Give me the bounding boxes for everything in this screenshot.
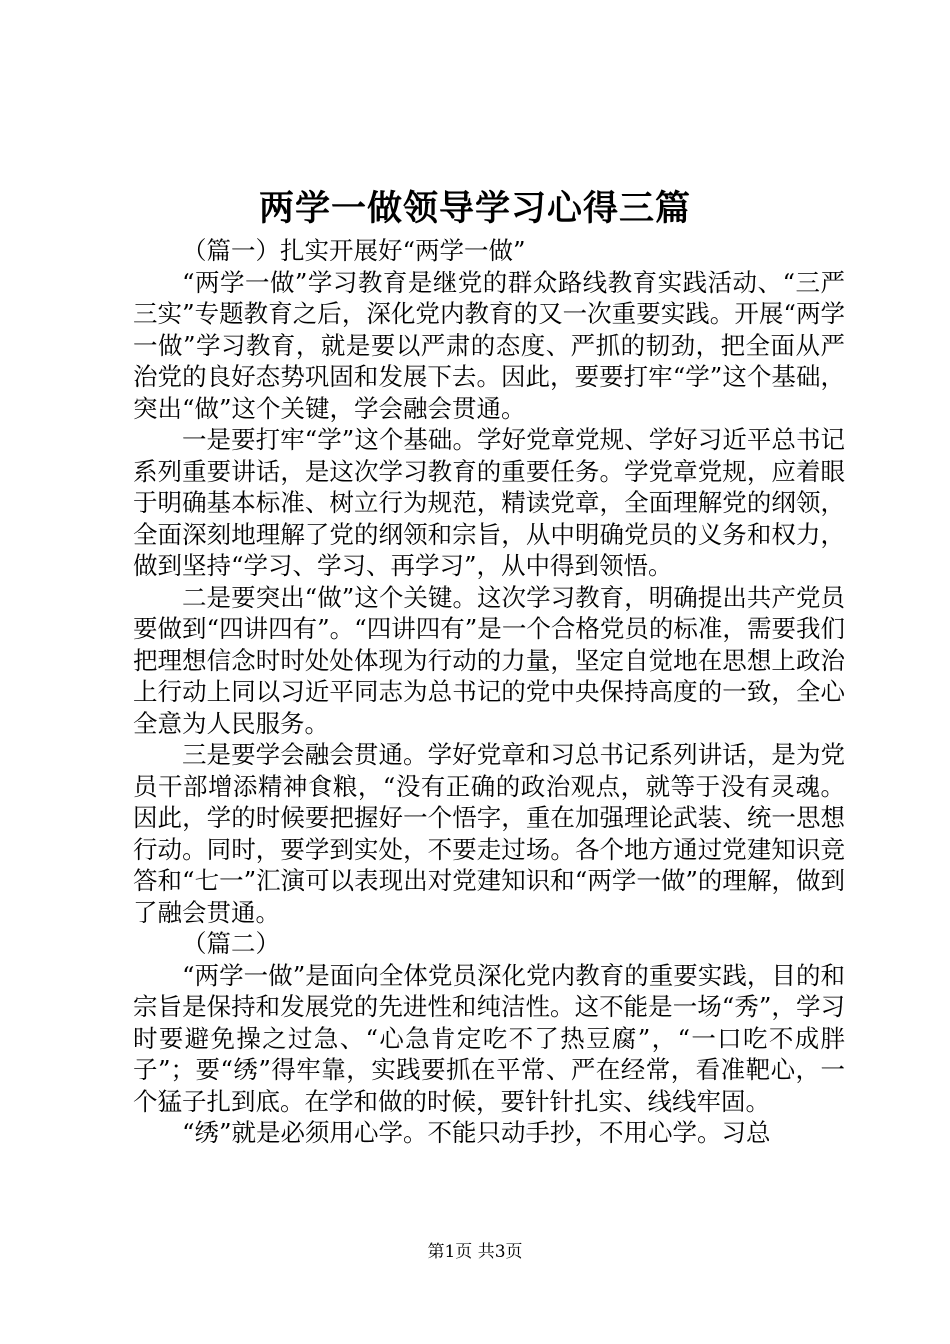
page-footer: 第1页 共3页 [427,1242,523,1262]
paragraph: “绣”就是必须用心学。不能只动手抄，不用心学。习总 [182,1118,771,1147]
section-heading-2: （篇二） [182,929,280,958]
paragraph: 三是要学会融会贯通。学好党章和习总书记系列讲话，是为党员干部增添精神食粮，“没有正确的政治观点，就等于没有灵魂。因此，学的时候要把握好一个悟字，重在加强理论武装、统一思想行动。同时，要学到实处，不要走过场。各个地方通过党建知识竞答和“七一”汇演可以表现出对党建知识和“两学一做”的理解，做到了融会贯通。 [133,740,845,927]
document-title: 两学一做领导学习心得三篇 [258,188,691,229]
paragraph: “两学一做”学习教育是继党的群众路线教育实践活动、“三严三实”专题教育之后，深化党内教育的又一次重要实践。开展“两学一做”学习教育，就是要以严肃的态度、严抓的韧劲，把全面从严治党的良好态势巩固和发展下去。因此，要要打牢“学”这个基础，突出“做”这个关键，学会融会贯通。 [133,267,845,423]
section-heading-1: （篇一）扎实开展好“两学一做” [182,236,526,265]
document-body [133,235,845,1149]
paragraph: 二是要突出“做”这个关键。这次学习教育，明确提出共产党员要做到“四讲四有”。“四讲四有”是一个合格党员的标准，需要我们把理想信念时时处处体现为行动的力量，坚定自觉地在思想上政治上行动上同以习近平同志为总书记的党中央保持高度的一致，全心全意为人民服务。 [133,582,845,738]
paragraph: 一是要打牢“学”这个基础。学好党章党规、学好习近平总书记系列重要讲话，是这次学习教育的重要任务。学党章党规，应着眼于明确基本标准、树立行为规范，精读党章，全面理解党的纲领，全面深刻地理解了党的纲领和宗旨，从中明确党员的义务和权力，做到坚持“学习、学习、再学习”，从中得到领悟。 [133,425,845,580]
paragraph: “两学一做”是面向全体党员深化党内教育的重要实践，目的和宗旨是保持和发展党的先进性和纯洁性。这不能是一场“秀”，学习时要避免操之过急、“心急肯定吃不了热豆腐”，“一口吃不成胖子”；要“绣”得牢靠，实践要抓在平常、严在经常，看准靶心，一个猛子扎到底。在学和做的时候，要针针扎实、线线牢固。 [133,960,845,1116]
